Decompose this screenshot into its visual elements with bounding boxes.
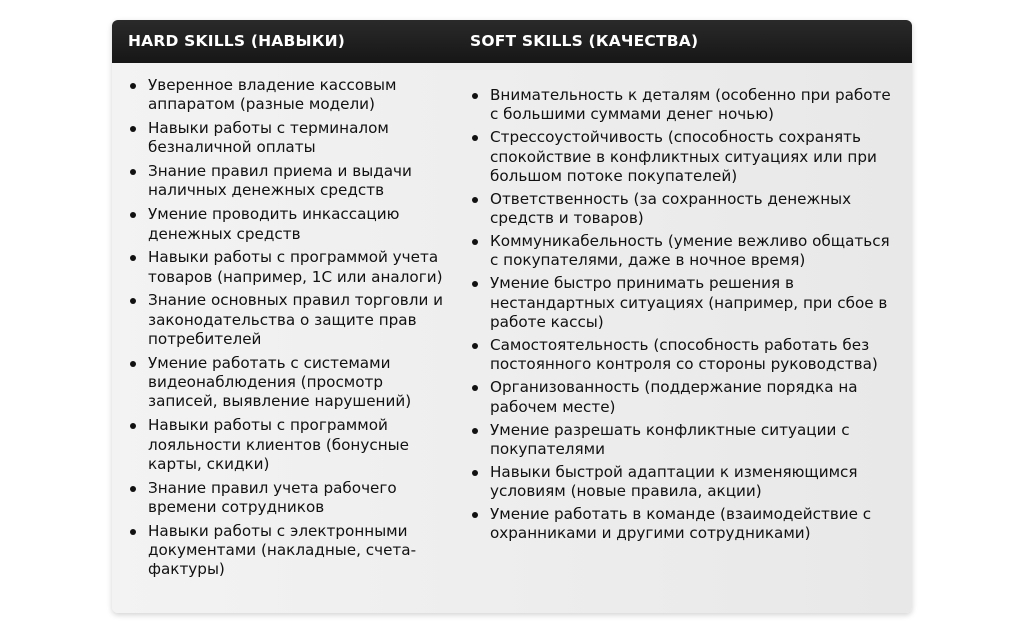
list-item-text: Знание правил учета рабочего времени сотрудников: [148, 478, 397, 516]
bullet-icon: [130, 298, 136, 304]
list-item-text: Знание правил приема и выдачи наличных денежных средств: [148, 162, 412, 200]
hard-skills-list: [128, 76, 446, 584]
list-item-text: Самостоятельность (способность работать без постоянного контроля со стороны руководства): [490, 336, 878, 374]
list-item: [128, 76, 446, 115]
list-item: [128, 119, 446, 158]
list-item: [470, 336, 902, 375]
bullet-icon: [472, 343, 478, 349]
list-item: [470, 378, 902, 417]
bullet-icon: [130, 423, 136, 429]
hard-skills-header: HARD SKILLS (НАВЫКИ): [128, 32, 346, 50]
list-item: [470, 232, 902, 271]
list-item: [470, 505, 902, 544]
bullet-icon: [472, 135, 478, 141]
list-item: [128, 248, 446, 287]
list-item: [128, 416, 446, 474]
bullet-icon: [472, 239, 478, 245]
list-item-text: Коммуникабельность (умение вежливо общаться с покупателями, даже в ночное время): [490, 232, 890, 270]
list-item-text: Навыки быстрой адаптации к изменяющимся условиям (новые правила, акции): [490, 462, 858, 501]
list-item: [470, 190, 902, 229]
list-item: [128, 162, 446, 201]
skills-table: [112, 20, 912, 613]
list-item-text: Навыки работы с программой учета товаров (например, 1С или аналоги): [148, 248, 443, 286]
list-item-text: Умение быстро принимать решения в нестандартных ситуациях (например, при сбое в работе кассы): [490, 274, 888, 332]
list-item: [470, 274, 902, 332]
bullet-icon: [472, 385, 478, 391]
list-item-text: Умение разрешать конфликтные ситуации с покупателями: [490, 420, 850, 458]
list-item-text: Навыки работы с терминалом безналичной оплаты: [148, 119, 389, 157]
bullet-icon: [472, 197, 478, 203]
list-item-text: Организованность (поддержание порядка на рабочем месте): [490, 378, 858, 416]
bullet-icon: [472, 470, 478, 476]
table-header: [112, 20, 912, 63]
list-item-text: Умение проводить инкассацию денежных средств: [148, 205, 400, 243]
list-item: [470, 128, 902, 186]
bullet-icon: [130, 169, 136, 175]
bullet-icon: [130, 255, 136, 261]
list-item-text: Навыки работы с электронными документами (накладные, счета-фактуры): [148, 521, 417, 579]
list-item-text: Умение работать в команде (взаимодействие с охранниками и другими сотрудниками): [490, 505, 872, 543]
soft-skills-list: [470, 86, 902, 547]
bullet-icon: [472, 281, 478, 287]
bullet-icon: [472, 428, 478, 434]
list-item-text: Умение работать с системами видеонаблюдения (просмотр записей, выявление нарушений): [148, 353, 412, 411]
list-item-text: Навыки работы с программой лояльности клиентов (бонусные карты, скидки): [148, 416, 409, 473]
list-item-text: Внимательность к деталям (особенно при работе с большими суммами денег ночью): [490, 86, 891, 124]
list-item: [128, 522, 446, 580]
list-item-text: Ответственность (за сохранность денежных средств и товаров): [490, 189, 852, 228]
bullet-icon: [130, 486, 136, 492]
bullet-icon: [130, 361, 136, 367]
bullet-icon: [472, 512, 478, 518]
list-item: [128, 479, 446, 518]
list-item: [470, 463, 902, 502]
bullet-icon: [130, 212, 136, 218]
list-item: [128, 205, 446, 244]
bullet-icon: [472, 93, 478, 99]
list-item: [470, 421, 902, 460]
list-item: [470, 86, 902, 125]
bullet-icon: [130, 529, 136, 535]
soft-skills-header: SOFT SKILLS (КАЧЕСТВА): [470, 32, 699, 50]
list-item: [128, 354, 446, 412]
bullet-icon: [130, 126, 136, 132]
list-item-text: Уверенное владение кассовым аппаратом (разные модели): [148, 76, 397, 114]
bullet-icon: [130, 83, 136, 89]
list-item-text: Знание основных правил торговли и законодательства о защите прав потребителей: [148, 291, 444, 349]
list-item: [128, 291, 446, 349]
list-item-text: Стрессоустойчивость (способность сохранять спокойствие в конфликтных ситуациях или при большом потоке покупателей): [490, 128, 877, 185]
